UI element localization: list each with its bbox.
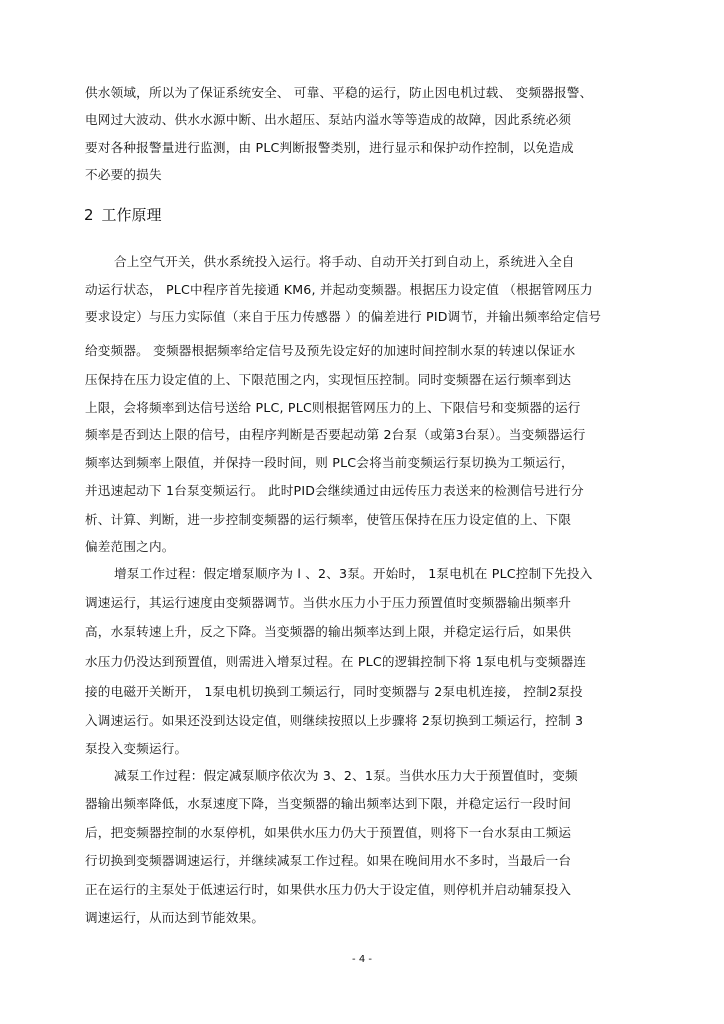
text-line: 上限，会将频率到达信号送给 PLC, PLC则根据管网压力的上、下限信号和变频器的运行 — [85, 400, 581, 415]
text-line: 频率是否到达上限的信号，由程序判断是否要起动第 2台泵（或第3台泵）。当变频器运行 — [85, 427, 586, 442]
section-title: 工作原理 — [101, 206, 162, 224]
text-line: 增泵工作过程：假定增泵顺序为 l 、2、3泵。开始时， 1泵电机在 PLC控制下先投入 — [114, 566, 593, 581]
text-line: 要对各种报警量进行监测，由 PLC判断报警类别，进行显示和保护动作控制，以免造成 — [85, 140, 574, 155]
text-line: 正在运行的主泵处于低速运行时，如果供水压力仍大于设定值，则停机并启动辅泵投入 — [85, 882, 572, 897]
text-line: 电网过大波动、供水水源中断、出水超压、泵站内溢水等等造成的故障，因此系统必须 — [85, 112, 572, 127]
text-line: 压保持在压力设定值的上、下限范围之内，实现恒压控制。同时变频器在运行频率到达 — [85, 372, 572, 387]
text-line: 调速运行，其运行速度由变频器调节。当供水压力小于压力预置值时变频器输出频率升 — [85, 595, 572, 610]
text-line: 器输出频率降低，水泵速度下降，当变频器的输出频率达到下限，并稳定运行一段时间 — [85, 796, 572, 811]
text-line: 水压力仍没达到预置值，则需进入增泵过程。在 PLC的逻辑控制下将 1泵电机与变频器连 — [85, 654, 587, 669]
text-line: 减泵工作过程：假定减泵顺序依次为 3、2、1泵。当供水压力大于预置值时，变频 — [114, 768, 578, 783]
text-line: 给变频器。 变频器根据频率给定信号及预先设定好的加速时间控制水泵的转速以保证水 — [85, 343, 576, 358]
text-line: 动运行状态， PLC中程序首先接通 KM6, 并起动变频器。根据压力设定值 （根据管网压力 — [85, 282, 593, 297]
text-line: 调速运行，从而达到节能效果。 — [85, 910, 265, 925]
text-line: 后，把变频器控制的水泵停机，如果供水压力仍大于预置值，则将下一台水泵由工频运 — [85, 825, 572, 840]
text-line: 不必要的损失 — [85, 167, 162, 182]
text-line: 高，水泵转速上升，反之下降。当变频器的输出频率达到上限，并稳定运行后，如果供 — [85, 624, 572, 639]
text-line: 入调速运行。如果还没到达设定值，则继续按照以上步骤将 2泵切换到工频运行，控制 3 — [85, 713, 584, 728]
text-line: 行切换到变频器调速运行，并继续减泵工作过程。如果在晚间用水不多时，当最后一台 — [85, 853, 572, 868]
text-line: 偏差范围之内。 — [85, 539, 175, 554]
text-line: 析、计算、判断，进一步控制变频器的运行频率，使管压保持在压力设定值的上、下限 — [85, 512, 572, 527]
text-line: 泵投入变频运行。 — [85, 741, 188, 756]
text-line: 并迅速起动下 1台泵变频运行。 此时PID会继续通过由远传压力表送来的检测信号进行分 — [85, 483, 584, 498]
text-line: 合上空气开关，供水系统投入运行。将手动、自动开关打到自动上，系统进入全自 — [114, 254, 575, 269]
page-number: - 4 - — [352, 954, 372, 965]
text-line: 频率达到频率上限值，并保持一段时间，则 PLC会将当前变频运行泵切换为工频运行， — [85, 455, 574, 470]
text-line: 供水领域，所以为了保证系统安全、 可靠、平稳的运行，防止因电机过载、 变频器报警、 — [85, 85, 593, 100]
text-line: 要求设定）与压力实际值（来自于压力传感器 ）的偏差进行 PID调节，并输出频率给定信号 — [85, 309, 602, 324]
section-heading — [84, 205, 162, 225]
text-line: 接的电磁开关断开， 1泵电机切换到工频运行，同时变频器与 2泵电机连接， 控制2泵投 — [85, 684, 583, 699]
section-number: 2 — [84, 206, 94, 224]
